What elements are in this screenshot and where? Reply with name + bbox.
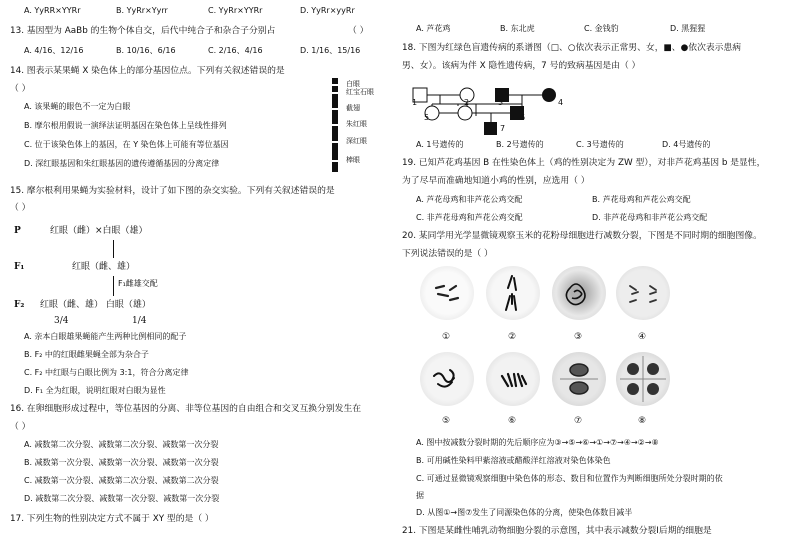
pedigree-num-5: 5: [424, 113, 430, 122]
pedigree-num-6: 6: [520, 113, 526, 122]
q13-option-c: C. 2/16、4/16: [208, 46, 263, 55]
q19-option-a: A. 芦花母鸡和非芦花公鸡交配: [416, 195, 523, 204]
q20-option-d: D. 从图①→图⑦发生了同源染色体的分离，使染色体数目减半: [416, 508, 633, 517]
gene-band: [330, 124, 340, 126]
cross-f1-offspring: 红眼（雌、雄）: [72, 262, 136, 272]
micrograph-label-1: ①: [442, 332, 451, 342]
q13-options: [24, 46, 360, 56]
q20-option-b: B. 可用碱性染料甲紫溶液或醋酸洋红溶液对染色体染色: [416, 456, 611, 465]
cross-f2-label: F₂: [14, 300, 25, 310]
q16-answer-paren: （ ）: [10, 422, 31, 432]
micrograph-4: [616, 266, 670, 320]
q18-stem-2: 男、女）。该病为伴 X 隐性遗传病，7 号的致病基因是由（ ）: [402, 61, 641, 71]
q14-stem: 14. 图表示某果蝇 X 染色体上的部分基因位点。下列有关叙述错误的是: [10, 66, 285, 76]
q15-option-a: A. 亲本白眼雄果蝇能产生两种比例相同的配子: [24, 332, 187, 341]
q15-option-b: B. F₂ 中的红眼雌果蝇全部为杂合子: [24, 350, 149, 359]
gene-band: [330, 141, 340, 143]
chrom-label-vermilion-eye: 朱红眼: [346, 120, 367, 128]
pedigree-affected-female-4: [542, 88, 556, 102]
q19-option-d: D. 非芦花母鸡和非芦花公鸡交配: [592, 213, 708, 222]
q13-option-b: B. 10/16、6/16: [116, 46, 176, 55]
micrograph-6: [486, 352, 540, 406]
micrograph-label-2: ②: [508, 332, 517, 342]
pedigree-num-2: 2: [464, 98, 470, 107]
q19-stem: 19. 已知芦花鸡基因 B 在性染色体上（鸡的性别决定为 ZW 型），对非芦花鸡基因 b 是显性，: [402, 158, 766, 168]
chrom-label-deep-red-eye: 深红眼: [346, 137, 367, 145]
q16-option-c: C. 减数第一次分裂、减数第二次分裂、减数第二次分裂: [24, 476, 219, 485]
pedigree-chart: [406, 78, 576, 136]
pedigree-num-1: 1: [412, 98, 418, 107]
q15-option-c: C. F₂ 中红眼与白眼比例为 3:1，符合分离定律: [24, 368, 189, 377]
q12-option-b: B. YyRr×Yyrr: [116, 6, 168, 15]
gene-band: [330, 84, 340, 86]
micrograph-label-7: ⑦: [574, 416, 583, 426]
pedigree-affected-male-7-child: [484, 122, 497, 135]
micrograph-label-3: ③: [574, 332, 583, 342]
micrograph-1: [420, 266, 474, 320]
q13-stem: 13. 基因型为 AaBb 的生物个体自交，后代中纯合子和杂合子分别占: [10, 26, 276, 36]
micrograph-label-5: ⑤: [442, 416, 451, 426]
q19-option-c: C. 非芦花母鸡和芦花公鸡交配: [416, 213, 523, 222]
q18-options: [416, 140, 710, 150]
cross-arrow-p: [113, 240, 114, 258]
meiosis-micrographs: [416, 266, 680, 434]
cross-f2-offspring: 红眼（雌、雄） 白眼（雄）: [40, 300, 151, 310]
micrograph-5: [420, 352, 474, 406]
q17-stem: 17. 下列生物的性别决定方式不属于 XY 型的是（ ）: [10, 514, 214, 524]
cross-f1-label: F₁: [14, 262, 25, 272]
gene-band: [330, 108, 340, 110]
q20-stem: 20. 某同学用光学显微镜观察玉米的花粉母细胞进行减数分裂，下图是不同时期的细胞图像。: [402, 231, 762, 241]
chrom-label-bar-eye: 棒眼: [346, 156, 360, 164]
q20-option-c: C. 可通过显微镜观察细胞中染色体的形态、数目和位置作为判断细胞所处分裂时期的依: [416, 474, 723, 483]
cross-ratio-red: 3/4: [54, 316, 69, 326]
q12-options: [24, 6, 355, 16]
q15-stem: 15. 摩尔根利用果蝇为实验材料，设计了如下图的杂交实验。下列有关叙述错误的是: [10, 186, 335, 196]
q20-option-a: A. 图中按减数分裂时期的先后顺序应为③→⑤→⑥→①→⑦→④→②→⑧: [416, 438, 659, 447]
cross-diagram: [10, 220, 260, 328]
q17-options: [416, 24, 705, 34]
gene-band: [330, 92, 340, 94]
q18-stem: 18. 下图为红绿色盲遗传病的系谱图（□、○依次表示正常男、女，■、●依次表示患病: [402, 43, 742, 53]
q14-option-b: B. 摩尔根用假说一演绎法证明基因在染色体上呈线性排列: [24, 121, 227, 130]
chrom-label-cut-wing: 截翅: [346, 104, 360, 112]
cross-arrow-f1: [113, 276, 114, 296]
q21-stem: 21. 下图是某雌性哺乳动物细胞分裂的示意图，其中表示减数分裂Ⅰ后期的细胞是: [402, 526, 712, 536]
pedigree-num-7: 7: [500, 124, 506, 133]
q12-option-a: A. YyRR×YYRr: [24, 6, 81, 15]
q16-option-d: D. 减数第二次分裂、减数第一次分裂、减数第一次分裂: [24, 494, 220, 503]
micrograph-label-8: ⑧: [638, 416, 647, 426]
q16-stem: 16. 在卵细胞形成过程中，等位基因的分离、非等位基因的自由组合和交叉互换分别发生在: [10, 404, 362, 414]
q12-option-d: D. YyRr×yyRr: [300, 6, 355, 15]
q13-option-d: D. 1/16、15/16: [300, 46, 361, 55]
pedigree-num-4: 4: [558, 98, 564, 107]
q14-option-a: A. 该果蝇的眼色不一定为白眼: [24, 102, 131, 111]
q18-option-a: A. 1号遗传的: [416, 140, 464, 149]
gene-band: [330, 160, 340, 162]
micrograph-label-4: ④: [638, 332, 647, 342]
cross-ratio-white: 1/4: [132, 316, 147, 326]
pedigree-num-3: 3: [498, 98, 504, 107]
q18-option-c: C. 3号遗传的: [576, 140, 624, 149]
q15-option-d: D. F₁ 全为红眼，说明红眼对白眼为显性: [24, 386, 166, 395]
q14-option-d: D. 深红眼基因和朱红眼基因的遗传遵循基因的分离定律: [24, 159, 220, 168]
cross-p-parents: 红眼（雌）×白眼（雄）: [50, 226, 148, 236]
q20-option-c-cont: 据: [416, 491, 424, 500]
chrom-label-white-eye: 白眼: [346, 80, 360, 88]
micrograph-label-6: ⑥: [508, 416, 517, 426]
q13-option-a: A. 4/16、12/16: [24, 46, 84, 55]
pedigree-female-6: [458, 106, 472, 120]
q17-option-c: C. 金钱豹: [584, 24, 619, 33]
q19-option-b: B. 芦花母鸡和芦花公鸡交配: [592, 195, 691, 204]
micrograph-2: [486, 266, 540, 320]
chrom-label-ruby-eye: 红宝石眼: [346, 88, 374, 96]
x-chromosome-figure: [330, 78, 390, 174]
cross-p-label: P: [14, 226, 21, 236]
micrograph-7: [552, 352, 606, 406]
q20-stem-2: 下列说法错误的是（ ）: [402, 249, 493, 259]
q17-option-d: D. 黑猩猩: [670, 24, 706, 33]
q15-answer-paren: （ ）: [10, 203, 31, 213]
q18-option-d: D. 4号遗传的: [662, 140, 711, 149]
q16-option-a: A. 减数第二次分裂、减数第二次分裂、减数第一次分裂: [24, 440, 219, 449]
q17-option-a: A. 芦花鸡: [416, 24, 451, 33]
q14-option-c: C. 位于该染色体上的基因，在 Y 染色体上可能有等位基因: [24, 140, 229, 149]
micrograph-3: [552, 266, 606, 320]
q14-answer-paren: （ ）: [10, 84, 31, 94]
q16-option-b: B. 减数第一次分裂、减数第一次分裂、减数第一次分裂: [24, 458, 219, 467]
q17-option-b: B. 东北虎: [500, 24, 535, 33]
q18-option-b: B. 2号遗传的: [496, 140, 544, 149]
micrograph-8: [616, 352, 670, 406]
cross-f1-mating-note: F₁雌雄交配: [118, 279, 158, 288]
q13-answer-paren: （ ）: [348, 26, 369, 36]
q19-stem-2: 为了尽早而准确地知道小鸡的性别，应选用（ ）: [402, 176, 590, 186]
q12-option-c: C. YyRr×YYRr: [208, 6, 263, 15]
